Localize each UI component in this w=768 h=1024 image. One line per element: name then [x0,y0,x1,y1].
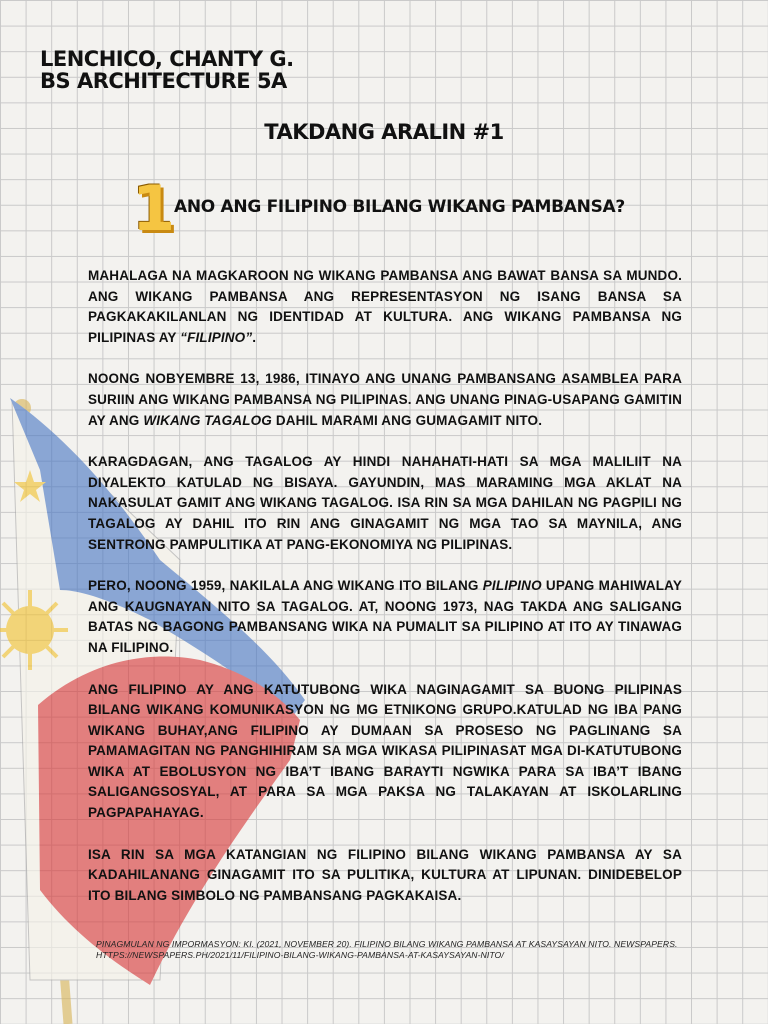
student-course: BS ARCHITECTURE 5A [40,69,287,93]
assignment-title: TAKDANG ARALIN #1 [264,120,504,144]
question-number: 1 [132,172,176,245]
student-info [40,48,294,92]
source-citation [96,939,696,961]
paragraph: ANG FILIPINO AY ANG KATUTUBONG WIKA NAGINAGAMIT SA BUONG PILIPINAS BILANG WIKANG KOMUNIKASYON NG MG ETNIKONG GRUPO.KATULAD NG IBA PANG WIKANG BUHAY,ANG FILIPINO AY DUMAAN SA PROSESO NG PAGLINANG SA PAMAMAGITAN NG PANGHIHIRAM SA MGA WIKASA PILIPINASAT MGA DI-KATUTUBONG WIKA AT EBOLUSYON NG IBA’T IBANG BARAYTI NGWIKA PARA SA IBA’T IBANG SALIGANGSOSYAL, AT PARA SA MGA PAKSA NG TALAKAYAN AT ISKOLARLING PAGPAPAHAYAG. [88,681,682,821]
citation-url: HTTPS://NEWSPAPERS.PH/2021/11/FILIPINO-BILANG-WIKANG-PAMBANSA-AT-KASAYSAYAN-NITO/ [96,950,504,960]
citation-line: PINAGMULAN NG IMPORMASYON: KI. (2021, NOVEMBER 20). FILIPINO BILANG WIKANG PAMBANSA AT KASAYSAYAN NITO. NEWSPAPERS. [96,939,678,949]
question-heading: ANO ANG FILIPINO BILANG WIKANG PAMBANSA? [174,197,625,217]
student-name: LENCHICO, CHANTY G. [40,47,294,71]
paragraph: PERO, NOONG 1959, NAKILALA ANG WIKANG ITO BILANG PILIPINO UPANG MAHIWALAY ANG KAUGNAYAN NITO SA TAGALOG. AT, NOONG 1973, NAG TAKDA ANG SALIGANG BATAS NG BAGONG PAMBANSANG WIKA NA PUMALIT SA PILIPINO AT ITO AY TINAWAG NA FILIPINO. [88,578,682,655]
paragraph: KARAGDAGAN, ANG TAGALOG AY HINDI NAHAHATI-HATI SA MGA MALILIIT NA DIYALEKTO KATULAD NG BISAYA. GAYUNDIN, MAS MARAMING MGA AKLAT NA NAKASULAT GAMIT ANG WIKANG TAGALOG. ISA RIN SA MGA DAHILAN NG PAGPILI NG TAGALOG AY DAHIL ITO RIN ANG GINAGAMIT NG MGA TAO SA MAYNILA, ANG SENTRONG PAMPULITIKA AT PANG-EKONOMIYA NG PILIPINAS. [88,454,682,552]
paragraph: ISA RIN SA MGA KATANGIAN NG FILIPINO BILANG WIKANG PAMBANSA AY SA KADAHILANANG GINAGAMIT ITO SA PULITIKA, KULTURA AT LIPUNAN. DINIDEBELOP ITO BILANG SIMBOLO NG PAMBANSANG PAGKAKAISA. [88,846,682,903]
paragraph: NOONG NOBYEMBRE 13, 1986, ITINAYO ANG UNANG PAMBANSANG ASAMBLEA PARA SURIIN ANG WIKANG PAMBANSA NG PILIPINAS. ANG UNANG PINAG-USAPANG GAMITIN AY ANG WIKANG TAGALOG DAHIL MARAMI ANG GUMAGAMIT NITO. [88,371,682,428]
essay-body [88,266,682,927]
paragraph: MAHALAGA NA MAGKAROON NG WIKANG PAMBANSA ANG BAWAT BANSA SA MUNDO. ANG WIKANG PAMBANSA ANG REPRESENTASYON NG ISANG BANSA SA PAGKAKAKILANLAN NG IDENTIDAD AT KULTURA. ANG WIKANG PAMBANSA NG PILIPINAS AY “FILIPINO”. [88,268,682,345]
